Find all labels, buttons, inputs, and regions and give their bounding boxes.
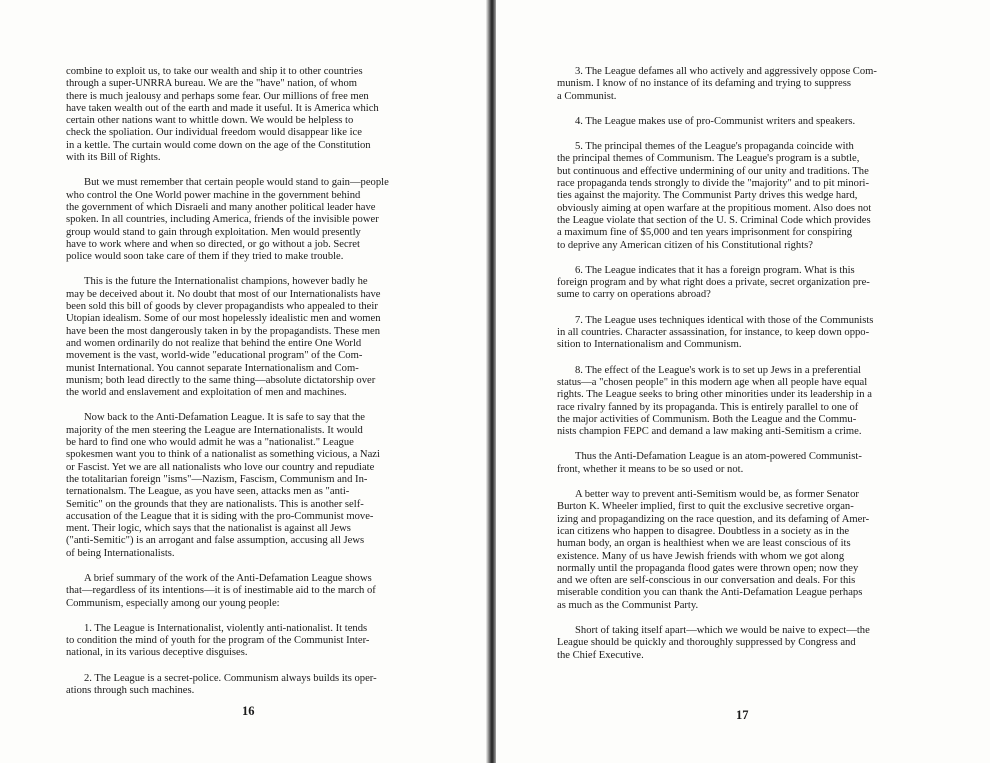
paragraph: 5. The principal themes of the League's propaganda coincide with the principal themes of Communism. The League's program is a subtle, but continuous and effective undermining of our unity and traditions. The race propaganda tends strongly to divide the "majority" and to pit minori- ties against the majority. The Communist Party drives this wedge hard, obviously aiming at open warfare at the propitious moment. Also does not the League violate that section of the U. S. Criminal Code which provides a maximum fine of $5,000 and ten years imprisonment for conspiring to deprive any American citizen of his Constitutional rights? (557, 141, 872, 251)
paragraph: A brief summary of the work of the Anti-Defamation League shows that—regardless of its intentions—it is of inestimable aid to the march of Communism, especially among our young people: (66, 572, 376, 609)
paragraph: Now back to the Anti-Defamation League. It is safe to say that the majority of the men steering the League are Internationalists. It would be hard to find one who would admit he was a "nationalist." League spokesmen want you to think of a nationalist as something vicious, a Nazi or Fascist. Yet we are all nationalists who love our country and repudiate the totalitarian foreign "isms"—Nazism, Fascism, Communism and In- ternationalsm. The League, as you have seen, attacks men as "anti- Semitic" on the grounds that they are nationalists. This is another self- accusation of the League that it is siding with the pro-Communist move- ment. Their logic, which says that the nationalist is against all Jews ("anti-Semitic") is an arrogant and false assumption, accusing all Jews of being Internationalists. (66, 412, 380, 559)
right-page-body (557, 66, 930, 675)
paragraph: 7. The League uses techniques identical with those of the Communists in all countries. Character assassination, for instance, to keep down oppo- sition to Internationalism and Communism. (557, 314, 874, 351)
paragraph: combine to exploit us, to take our wealth and ship it to other countries through a super-UNRRA bureau. We are the "have" nation, of whom there is much jealousy and perhaps some fear. Our millions of free men have taken wealth out of the earth and made it useful. It is America which certain other nations want to whittle down. We would be helpless to check the spoliation. Our individual freedom would disappear like ice in a kettle. The curtain would come down on the age of the Constitution with its Bill of Rights. (66, 66, 379, 164)
left-page-body (66, 66, 439, 710)
paragraph: 2. The League is a secret-police. Communism always builds its oper- ations through such machines. (66, 672, 377, 697)
paragraph: A better way to prevent anti-Semitism would be, as former Senator Burton K. Wheeler implied, first to quit the exclusive secretive organ- izing and propagandizing on the race question, and its defaming of Amer- ican citizens who happen to disagree. Doubtless in a society as in the human body, an organ is healthiest when we are least conscious of its existence. Many of us have Jewish friends with whom we got along normally until the propaganda flood gates were thrown open; now they and we often are self-conscious in our conversation and deals. For this miserable condition you can thank the Anti-Defamation League perhaps as much as the Communist Party. (557, 489, 870, 611)
page-number: 17 (736, 708, 749, 722)
right-page (496, 0, 990, 763)
paragraph: This is the future the Internationalist champions, however badly he may be deceived about it. No doubt that most of our Internationalists have been sold this bill of goods by clever propagandists who appealed to their Utopian idealism. Some of our most hopelessly idealistic men and women have been the most dangerously taken in by the propagandists. These men and women ordinarily do not realize that behind the entire One World movement is the vast, world-wide "educational program" of the Com- munist International. You cannot separate Internationalism and Com- munism; both lead directly to the same thing—absolute dictatorship over the world and enslavement and exploitation of men and machines. (66, 276, 381, 399)
paragraph: 3. The League defames all who actively and aggressively oppose Com- munism. I know of no instance of its defaming and trying to suppress a Communist. (557, 66, 877, 102)
paragraph: Thus the Anti-Defamation League is an atom-powered Communist- front, whether it means to be so used or not. (557, 451, 862, 475)
paragraph: 4. The League makes use of pro-Communist writers and speakers. (575, 115, 856, 127)
page-number: 16 (242, 704, 255, 718)
paragraph: 6. The League indicates that it has a foreign program. What is this foreign program and by what right does a private, secret organization pre- sume to carry on operations abroad? (557, 264, 870, 301)
paragraph: But we must remember that certain people would stand to gain—people who control the One World power machine in the government behind the government of which Disraeli and many another political leader have spoken. In all countries, including America, friends of the invisible power group would stand to gain through exploitation. Men would presently have to work where and when so directed, or go without a job. Secret police would soon take care of them if they tried to make trouble. (66, 177, 389, 263)
paragraph: 8. The effect of the League's work is to set up Jews in a preferential status—a "chosen people" in this modern age when all people have equal rights. The League seeks to bring other minorities under its leadership in a race rivalry fanned by its propaganda. This is entirely parallel to one of the major activities of Communism. Both the League and the Commu- nists champion FEPC and demand a law making anti-Semitism a crime. (557, 364, 872, 438)
left-page (0, 0, 488, 763)
paragraph: 1. The League is Internationalist, violently anti-nationalist. It tends to condition the mind of youth for the program of the Communist Inter- national, in its various deceptive disguises. (66, 622, 370, 659)
paragraph: Short of taking itself apart—which we would be naive to expect—the League should be quickly and thoroughly suppressed by Congress and the Chief Executive. (557, 624, 870, 661)
